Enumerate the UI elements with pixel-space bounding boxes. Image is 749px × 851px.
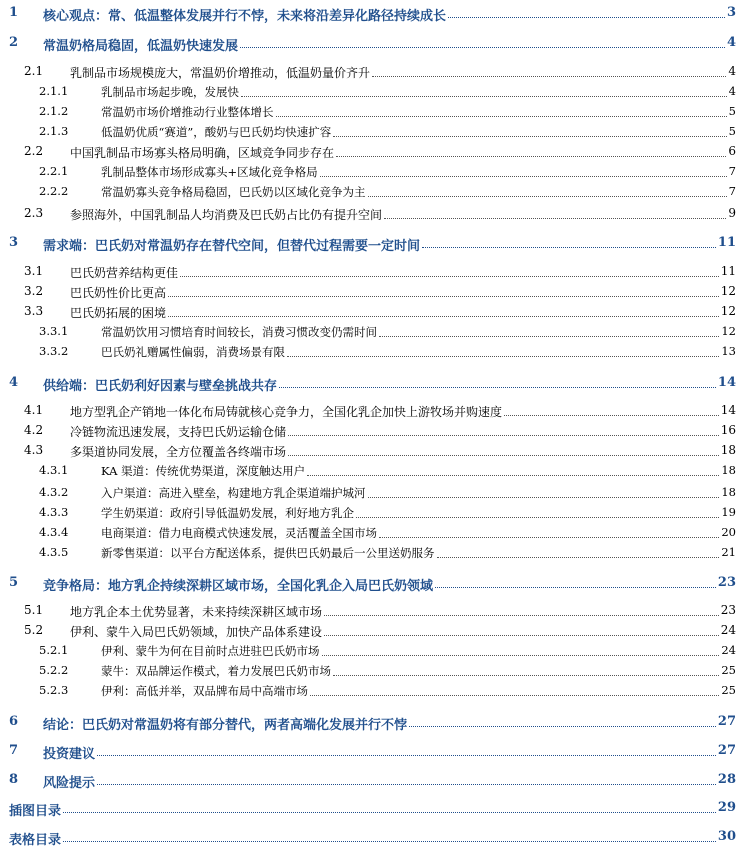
toc-entry-page: 18	[721, 463, 736, 477]
toc-entry-page: 20	[721, 525, 736, 539]
toc-entry-number: 4.3.1	[39, 463, 69, 477]
toc-entry-number: 5	[9, 575, 19, 590]
toc-leader-dots	[168, 316, 719, 317]
toc-entry-page: 6	[728, 144, 736, 158]
toc-entry[interactable]	[0, 103, 749, 121]
toc-entry[interactable]	[0, 544, 749, 562]
toc-entry-title: 插图目录	[9, 804, 62, 819]
toc-entry-number: 8	[9, 772, 19, 787]
toc-entry[interactable]	[0, 163, 749, 181]
toc-leader-dots	[320, 176, 727, 177]
toc-entry[interactable]	[0, 662, 749, 680]
toc-entry[interactable]	[0, 4, 749, 22]
toc-entry-page: 28	[717, 772, 736, 787]
toc-entry-page: 18	[721, 485, 736, 499]
toc-entry-page: 4	[728, 64, 736, 78]
toc-entry-page: 24	[721, 643, 736, 657]
toc-leader-dots	[279, 387, 716, 388]
toc-leader-dots	[241, 96, 727, 97]
toc-leader-dots	[409, 726, 716, 727]
toc-entry[interactable]	[0, 574, 749, 592]
toc-entry-page: 7	[728, 184, 736, 198]
toc-entry-number: 3.1	[24, 264, 44, 278]
toc-entry-number: 1	[9, 5, 19, 20]
toc-entry-title: 结论：巴氏奶对常温奶将有部分替代，两者高端化发展并行不悖	[43, 718, 408, 733]
toc-entry[interactable]	[0, 713, 749, 731]
toc-entry-title: 常温奶市场价增推动行业整体增长	[101, 105, 274, 119]
toc-entry-number: 2.1.2	[39, 104, 69, 118]
toc-entry-page: 12	[721, 324, 736, 338]
toc-entry-page: 27	[717, 714, 736, 729]
toc-entry-number: 4.3.3	[39, 505, 69, 519]
toc-entry[interactable]	[0, 303, 749, 321]
toc-entry-title: 入户渠道：高进入壁垒，构建地方乳企渠道端护城河	[101, 486, 366, 500]
toc-entry[interactable]	[0, 402, 749, 420]
toc-entry-title: 伊利、蒙牛入局巴氏奶领域，加快产品体系建设	[70, 625, 323, 639]
toc-entry-page: 19	[721, 505, 736, 519]
toc-leader-dots	[240, 47, 725, 48]
toc-leader-dots	[448, 17, 725, 18]
toc-entry-title: 需求端：巴氏奶对常温奶存在替代空间，但替代过程需要一定时间	[43, 239, 421, 254]
toc-entry-page: 13	[721, 344, 736, 358]
toc-entry[interactable]	[0, 374, 749, 392]
toc-entry-title: KA 渠道：传统优势渠道，深度触达用户	[101, 464, 306, 478]
toc-entry[interactable]	[0, 642, 749, 660]
toc-entry-page: 21	[721, 545, 736, 559]
toc-entry-number: 5.1	[24, 603, 44, 617]
toc-entry-title: 表格目录	[9, 833, 62, 848]
toc-entry-number: 4.3.5	[39, 545, 69, 559]
toc-entry-page: 29	[717, 800, 736, 815]
toc-entry[interactable]	[0, 484, 749, 502]
toc-entry[interactable]	[0, 524, 749, 542]
toc-leader-dots	[368, 497, 719, 498]
toc-leader-dots	[63, 841, 716, 842]
toc-entry-title: 供给端：巴氏奶利好因素与壁垒挑战共存	[43, 379, 278, 394]
toc-entry[interactable]	[0, 742, 749, 760]
toc-entry-title: 参照海外，中国乳制品人均消费及巴氏奶占比仍有提升空间	[70, 208, 383, 222]
toc-entry[interactable]	[0, 83, 749, 101]
toc-entry-number: 2.1.1	[39, 84, 69, 98]
toc-entry-number: 3.3	[24, 304, 44, 318]
toc-entry-number: 4	[9, 375, 19, 390]
toc-entry-number: 4.3.4	[39, 525, 69, 539]
toc-leader-dots	[379, 537, 719, 538]
toc-entry-title: 乳制品市场起步晚，发展快	[101, 85, 239, 99]
toc-entry-page: 25	[721, 663, 736, 677]
toc-entry-title: 风险提示	[43, 776, 96, 791]
toc-entry-number: 4.3	[24, 443, 44, 457]
toc-leader-dots	[63, 812, 716, 813]
toc-entry-page: 16	[720, 423, 736, 437]
toc-entry-title: 常温奶寡头竞争格局稳固，巴氏奶以区域化竞争为主	[101, 185, 366, 199]
toc-leader-dots	[368, 196, 727, 197]
toc-entry-title: 地方型乳企产销地一体化布局铸就核心竞争力，全国化乳企加快上游牧场并购速度	[70, 405, 503, 419]
toc-entry-title: 地方乳企本土优势显著，未来持续深耕区域市场	[70, 605, 323, 619]
toc-leader-dots	[276, 116, 727, 117]
toc-entry-page: 11	[717, 235, 736, 250]
toc-entry[interactable]	[0, 771, 749, 789]
toc-entry-page: 3	[726, 5, 736, 20]
toc-entry-page: 4	[726, 35, 736, 50]
toc-entry-title: 学生奶渠道：政府引导低温奶发展，利好地方乳企	[101, 506, 354, 520]
toc-entry-title: 冷链物流迅速发展，支持巴氏奶运输仓储	[70, 425, 287, 439]
toc-leader-dots	[379, 336, 719, 337]
toc-entry-number: 4.3.2	[39, 485, 69, 499]
toc-leader-dots	[97, 784, 716, 785]
toc-entry-number: 3.3.2	[39, 344, 69, 358]
toc-leader-dots	[333, 136, 727, 137]
toc-entry-number: 2.3	[24, 206, 44, 220]
toc-entry-number: 2.2	[24, 144, 44, 158]
toc-entry-number: 3.2	[24, 284, 44, 298]
toc-entry-title: 伊利、蒙牛为何在目前时点进驻巴氏奶市场	[101, 644, 320, 658]
toc-entry-title: 核心观点：常、低温整体发展并行不悖，未来将沿差异化路径持续成长	[43, 9, 447, 24]
toc-entry-title: 低温奶优质“赛道”，酸奶与巴氏奶均快速扩容	[101, 125, 332, 139]
toc-entry-page: 14	[717, 375, 736, 390]
toc-entry-page: 4	[728, 84, 736, 98]
toc-entry-page: 5	[728, 104, 736, 118]
toc-entry-number: 5.2.1	[39, 643, 69, 657]
toc-entry-title: 投资建议	[43, 747, 96, 762]
toc-entry[interactable]	[0, 504, 749, 522]
toc-leader-dots	[180, 276, 719, 277]
toc-entry-page: 5	[728, 124, 736, 138]
toc-entry[interactable]	[0, 143, 749, 161]
toc-leader-dots	[435, 587, 716, 588]
toc-leader-dots	[97, 755, 716, 756]
toc-entry-number: 5.2	[24, 623, 44, 637]
toc-entry-title: 乳制品市场规模庞大，常温奶价增推动，低温奶量价齐升	[70, 66, 371, 80]
toc-leader-dots	[356, 517, 719, 518]
toc-entry-number: 3	[9, 235, 19, 250]
toc-entry-page: 27	[717, 743, 736, 758]
toc-entry[interactable]	[0, 682, 749, 700]
toc-entry-page: 25	[721, 683, 736, 697]
toc-leader-dots	[333, 675, 719, 676]
toc-entry-number: 2.2.1	[39, 164, 69, 178]
toc-leader-dots	[422, 247, 716, 248]
toc-entry-title: 竞争格局：地方乳企持续深耕区域市场，全国化乳企入局巴氏奶领域	[43, 579, 434, 594]
toc-entry-title: 巴氏奶性价比更高	[70, 286, 167, 300]
toc-entry-number: 2.2.2	[39, 184, 69, 198]
toc-entry[interactable]	[0, 205, 749, 223]
toc-entry-number: 2	[9, 35, 19, 50]
toc-entry[interactable]	[0, 234, 749, 252]
toc-entry-page: 11	[720, 264, 736, 278]
toc-entry-number: 5.2.3	[39, 683, 69, 697]
toc-entry-number: 4.2	[24, 423, 44, 437]
toc-entry[interactable]	[0, 442, 749, 460]
toc-entry-number: 2.1	[24, 64, 44, 78]
toc-leader-dots	[324, 635, 719, 636]
toc-entry[interactable]	[0, 34, 749, 52]
toc-entry-title: 中国乳制品市场寡头格局明确，区域竞争同步存在	[70, 146, 335, 160]
toc-entry-page: 7	[728, 164, 736, 178]
toc-entry-title: 常温奶饮用习惯培育时间较长，消费习惯改变仍需时间	[101, 325, 377, 339]
toc-leader-dots	[310, 695, 719, 696]
toc-entry-page: 23	[717, 575, 736, 590]
toc-entry-number: 4.1	[24, 403, 44, 417]
toc-leader-dots	[324, 615, 719, 616]
toc-entry[interactable]	[0, 343, 749, 361]
toc-leader-dots	[336, 156, 726, 157]
toc-entry-page: 14	[720, 403, 736, 417]
toc-entry[interactable]	[0, 183, 749, 201]
toc-entry-page: 24	[720, 623, 736, 637]
toc-leader-dots	[307, 475, 719, 476]
toc-entry-page: 18	[720, 443, 736, 457]
toc-entry-title: 乳制品整体市场形成寡头+区域化竞争格局	[101, 165, 318, 179]
toc-entry-title: 常温奶格局稳固，低温奶快速发展	[43, 39, 239, 54]
toc-entry[interactable]	[0, 462, 749, 480]
toc-entry-title: 多渠道协同发展，全方位覆盖各终端市场	[70, 445, 287, 459]
toc-leader-dots	[372, 76, 726, 77]
toc-entry-number: 7	[9, 743, 19, 758]
toc-entry[interactable]	[0, 263, 749, 281]
toc-leader-dots	[322, 655, 719, 656]
toc-entry-title: 蒙牛：双品牌运作模式，着力发展巴氏奶市场	[101, 664, 331, 678]
toc-leader-dots	[504, 415, 719, 416]
toc-entry[interactable]	[0, 799, 749, 817]
toc-entry-number: 2.1.3	[39, 124, 69, 138]
toc-entry[interactable]	[0, 283, 749, 301]
toc-entry-title: 巴氏奶礼赠属性偏弱，消费场景有限	[101, 345, 285, 359]
toc-entry[interactable]	[0, 323, 749, 341]
toc-entry-page: 30	[717, 829, 736, 844]
toc-entry[interactable]	[0, 828, 749, 846]
toc-entry-number: 3.3.1	[39, 324, 69, 338]
toc-entry-page: 23	[720, 603, 736, 617]
toc-entry[interactable]	[0, 123, 749, 141]
toc-entry[interactable]	[0, 602, 749, 620]
toc-entry[interactable]	[0, 622, 749, 640]
toc-leader-dots	[437, 557, 719, 558]
toc-leader-dots	[168, 296, 719, 297]
toc-entry[interactable]	[0, 422, 749, 440]
toc-entry-title: 巴氏奶拓展的困境	[70, 306, 167, 320]
toc-entry[interactable]	[0, 63, 749, 81]
toc-entry-number: 6	[9, 714, 19, 729]
toc-entry-page: 12	[720, 304, 736, 318]
toc-entry-title: 伊利：高低并举，双品牌布局中高端市场	[101, 684, 308, 698]
toc-entry-title: 新零售渠道：以平台方配送体系，提供巴氏奶最后一公里送奶服务	[101, 546, 435, 560]
toc-entry-title: 电商渠道：借力电商模式快速发展，灵活覆盖全国市场	[101, 526, 377, 540]
toc-entry-title: 巴氏奶营养结构更佳	[70, 266, 179, 280]
toc-leader-dots	[288, 435, 719, 436]
toc-entry-page: 12	[720, 284, 736, 298]
toc-entry-number: 5.2.2	[39, 663, 69, 677]
toc-leader-dots	[287, 356, 719, 357]
toc-leader-dots	[288, 455, 719, 456]
toc-entry-page: 9	[728, 206, 736, 220]
toc-leader-dots	[384, 218, 726, 219]
